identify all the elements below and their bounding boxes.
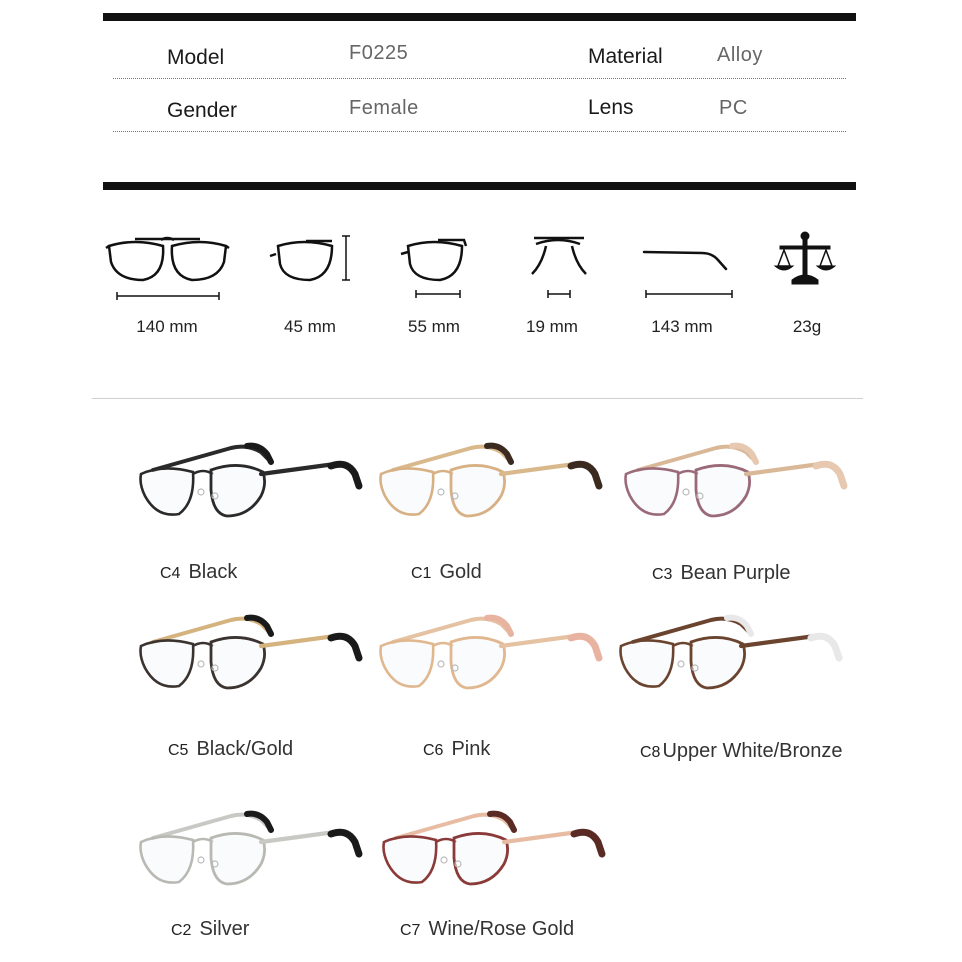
variant-code: C2 xyxy=(171,922,192,939)
variant-code: C7 xyxy=(400,922,421,939)
variant-color-name: Black xyxy=(188,561,238,583)
weight-scale-icon xyxy=(774,230,836,288)
material-label: Material xyxy=(588,45,663,68)
variant-color-name: Upper White/Bronze xyxy=(662,740,843,762)
bridge-width-value: 19 mm xyxy=(526,317,578,336)
temple-length-icon xyxy=(640,244,735,302)
variant-code: C5 xyxy=(168,742,189,759)
model-value: F0225 xyxy=(349,42,409,64)
variant-code: C6 xyxy=(423,742,444,759)
glasses-image-c8 xyxy=(615,612,845,702)
variant-color-name: Wine/Rose Gold xyxy=(428,918,575,940)
bridge-width-icon xyxy=(528,232,590,302)
frame-width-icon xyxy=(105,228,230,300)
variant-color-name: Silver xyxy=(199,918,250,940)
row-divider xyxy=(113,78,846,79)
variant-code: C1 xyxy=(411,565,432,582)
model-label: Model xyxy=(167,46,225,69)
frame-width-value: 140 mm xyxy=(136,317,198,336)
variant-label-c2 xyxy=(171,918,249,941)
variant-label-c8 xyxy=(640,740,843,763)
row-divider xyxy=(113,131,846,132)
variant-code: C4 xyxy=(160,565,181,582)
variant-label-c5 xyxy=(168,738,293,761)
lens-width-value: 55 mm xyxy=(408,317,460,336)
temple-length-value: 143 mm xyxy=(651,317,713,336)
lens-height-icon xyxy=(268,232,358,284)
variant-color-name: Pink xyxy=(451,738,491,760)
gender-value: Female xyxy=(349,97,419,119)
lens-height-value: 45 mm xyxy=(284,317,336,336)
lens-label: Lens xyxy=(588,96,634,119)
variant-color-name: Gold xyxy=(439,561,482,583)
variant-label-c1 xyxy=(411,561,482,584)
variant-label-c7 xyxy=(400,918,574,941)
glasses-image-c3 xyxy=(620,440,850,530)
mid-divider-bar xyxy=(103,182,856,190)
variant-code: C3 xyxy=(652,566,673,583)
glasses-image-c5 xyxy=(135,612,365,702)
variant-label-c4 xyxy=(160,561,237,584)
top-divider-bar xyxy=(103,13,856,21)
material-value: Alloy xyxy=(717,44,763,66)
variant-color-name: Bean Purple xyxy=(680,562,791,584)
weight-value: 23g xyxy=(792,317,822,336)
gender-label: Gender xyxy=(167,99,238,122)
variant-color-name: Black/Gold xyxy=(196,738,294,760)
glasses-image-c1 xyxy=(375,440,605,530)
variant-code: C8 xyxy=(640,744,661,761)
glasses-image-c7 xyxy=(378,808,608,898)
variant-label-c6 xyxy=(423,738,490,761)
glasses-image-c2 xyxy=(135,808,365,898)
lens-width-icon xyxy=(398,232,473,302)
glasses-image-c6 xyxy=(375,612,605,702)
lens-value: PC xyxy=(719,97,748,119)
glasses-image-c4 xyxy=(135,440,365,530)
section-separator xyxy=(92,398,863,399)
variant-label-c3 xyxy=(652,562,791,585)
